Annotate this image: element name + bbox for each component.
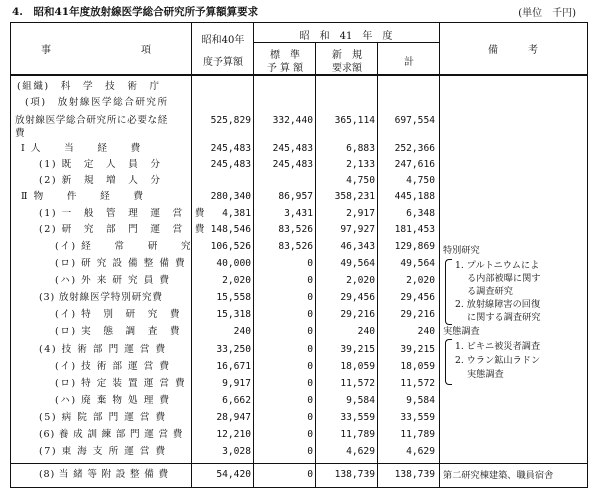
row-label: (イ) 技 術 部 運 営 費 xyxy=(55,361,171,372)
table-row xyxy=(11,222,587,238)
cell-total: 29,216 xyxy=(400,309,435,320)
cell-standard: 0 xyxy=(307,326,313,337)
cell-standard: 0 xyxy=(307,378,313,389)
remarks-tokubetsu-2b: に関する調査研究 xyxy=(467,312,541,323)
cell-new: 138,739 xyxy=(334,469,375,480)
remarks-last-row: 第二研究棟建築、職員宿舎 xyxy=(443,470,554,481)
table-row xyxy=(11,173,587,189)
cell-standard: 0 xyxy=(307,344,313,355)
cell-standard: 0 xyxy=(307,309,313,320)
header-prev-year-line2: 度予算額 xyxy=(203,57,243,68)
cell-new: 9,584 xyxy=(346,395,375,406)
cell-standard: 0 xyxy=(307,412,313,423)
cell-prev-year: 2,020 xyxy=(222,275,251,286)
header-prev-year-line1: 昭和40年 xyxy=(201,35,245,46)
cell-new: 49,564 xyxy=(340,258,375,269)
cell-new: 6,883 xyxy=(346,143,375,154)
cell-total: 4,629 xyxy=(406,446,435,457)
row-label: 費 xyxy=(15,128,27,139)
cell-new: 11,789 xyxy=(340,429,375,440)
cell-prev-year: 106,526 xyxy=(210,241,251,252)
cell-new: 97,927 xyxy=(340,224,375,235)
cell-new: 358,231 xyxy=(334,191,375,202)
cell-standard: 0 xyxy=(307,429,313,440)
table-row xyxy=(11,444,587,460)
table-row xyxy=(11,141,587,157)
cell-prev-year: 9,917 xyxy=(222,378,251,389)
table-row xyxy=(11,239,587,255)
cell-total: 11,789 xyxy=(400,429,435,440)
cell-new: 2,917 xyxy=(346,208,375,219)
cell-prev-year: 28,947 xyxy=(216,412,251,423)
cell-new: 29,216 xyxy=(340,309,375,320)
table-row xyxy=(11,393,587,409)
cell-new: 11,572 xyxy=(340,378,375,389)
row-label: 放射線医学総合研究所に必要な経 xyxy=(15,115,168,126)
cell-total: 247,616 xyxy=(394,159,435,170)
cell-new: 4,750 xyxy=(346,175,375,186)
row-label: (2) 研 究 部 門 運 営 費 xyxy=(39,224,206,235)
cell-total: 2,020 xyxy=(406,275,435,286)
table-row xyxy=(11,95,587,111)
cell-new: 365,114 xyxy=(334,115,375,126)
remarks-tokubetsu-1c: る調査研究 xyxy=(467,286,513,297)
cell-new: 39,215 xyxy=(340,344,375,355)
cell-prev-year: 148,546 xyxy=(210,224,251,235)
row-label: (2) 新 規 増 人 分 xyxy=(39,175,162,186)
header-item-left: 事 xyxy=(41,45,51,56)
cell-standard: 0 xyxy=(307,275,313,286)
header-new-line2: 要求額 xyxy=(332,63,362,74)
document-title: 4. 昭和41年度放射線医学総合研究所予算額算要求 xyxy=(12,6,259,18)
header-standard-line1: 標 準 xyxy=(270,50,300,61)
unit-label: (単位 千円) xyxy=(518,8,576,19)
cell-new: 2,020 xyxy=(346,275,375,286)
row-label: (ハ) 廃 棄 物 処 理 費 xyxy=(55,395,171,406)
cell-total: 4,750 xyxy=(406,175,435,186)
remarks-tokubetsu-1a: 1. プルトニウムによ xyxy=(455,260,540,271)
cell-standard: 83,526 xyxy=(278,241,313,252)
cell-prev-year: 12,210 xyxy=(216,429,251,440)
header-rule xyxy=(253,42,439,43)
cell-new: 4,629 xyxy=(346,446,375,457)
row-label: (7) 東 海 支 所 運 営 費 xyxy=(39,446,167,457)
cell-prev-year: 54,420 xyxy=(216,469,251,480)
header-showa41: 昭 和 41 年 度 xyxy=(299,31,393,42)
cell-new: 240 xyxy=(357,326,375,337)
header-bottom-rule xyxy=(11,74,587,76)
cell-standard: 86,957 xyxy=(278,191,313,202)
cell-prev-year: 245,483 xyxy=(210,143,251,154)
row-label: (組織) 科 学 技 術 庁 xyxy=(17,81,161,92)
header-new-line1: 新 規 xyxy=(332,50,362,61)
cell-standard: 0 xyxy=(307,469,313,480)
cell-total: 697,554 xyxy=(394,115,435,126)
remarks-jittai-2a: 2. ウラン鉱山ラドン xyxy=(455,355,541,366)
table-row xyxy=(11,206,587,222)
remarks-tokubetsu-title: 特別研究 xyxy=(443,245,480,256)
cell-standard: 0 xyxy=(307,446,313,457)
cell-standard: 83,526 xyxy=(278,224,313,235)
remarks-jittai-1: 1. ビキニ被災者調査 xyxy=(455,341,541,352)
cell-standard: 245,483 xyxy=(272,159,313,170)
row-label: (6) 養 成 訓 練 部 門 運 営 費 xyxy=(39,429,184,440)
remarks-tokubetsu-2a: 2. 放射線障害の回復 xyxy=(455,299,541,310)
row-label: Ⅱ 物 件 経 費 xyxy=(21,191,145,202)
header-item-right: 項 xyxy=(141,45,151,56)
cell-standard: 0 xyxy=(307,395,313,406)
row-label: (4) 技 術 部 門 運 営 費 xyxy=(39,344,167,355)
cell-prev-year: 40,000 xyxy=(216,258,251,269)
cell-total: 240 xyxy=(417,326,435,337)
cell-total: 11,572 xyxy=(400,378,435,389)
header-remarks: 備 考 xyxy=(488,45,538,56)
table-row xyxy=(11,427,587,443)
header-total: 計 xyxy=(404,57,414,68)
row-label: (イ) 特 別 研 究 費 xyxy=(55,309,181,320)
remarks-brace xyxy=(445,339,452,385)
cell-prev-year: 3,028 xyxy=(222,446,251,457)
row-label: (ロ) 研 究 設 備 整 備 費 xyxy=(55,258,187,269)
cell-total: 39,215 xyxy=(400,344,435,355)
remarks-tokubetsu-1b: る内部被曝に関す xyxy=(467,273,541,284)
cell-standard: 3,431 xyxy=(284,208,313,219)
table-row xyxy=(11,189,587,205)
row-label: (ロ) 実 態 調 査 費 xyxy=(55,326,181,337)
cell-new: 46,343 xyxy=(340,241,375,252)
cell-new: 18,059 xyxy=(340,361,375,372)
table-row xyxy=(11,157,587,173)
row-label: (項) 放射線医学総合研究所 xyxy=(25,97,169,108)
cell-total: 6,348 xyxy=(406,208,435,219)
cell-total: 181,453 xyxy=(394,224,435,235)
cell-total: 49,564 xyxy=(400,258,435,269)
row-label: (ハ) 外 来 研 究 員 費 xyxy=(55,275,171,286)
row-rule xyxy=(11,463,587,464)
cell-prev-year: 280,340 xyxy=(210,191,251,202)
remarks-jittai-2b: 実態調査 xyxy=(467,369,504,380)
cell-standard: 0 xyxy=(307,292,313,303)
cell-prev-year: 4,381 xyxy=(222,208,251,219)
table-row xyxy=(11,324,587,340)
cell-total: 129,869 xyxy=(394,241,435,252)
cell-total: 29,456 xyxy=(400,292,435,303)
row-label: Ⅰ 人 当 経 費 xyxy=(21,143,142,154)
cell-prev-year: 525,829 xyxy=(210,115,251,126)
budget-table xyxy=(10,22,588,488)
cell-total: 445,188 xyxy=(394,191,435,202)
cell-total: 252,366 xyxy=(394,143,435,154)
row-label: (1) 一 般 管 理 運 営 費 xyxy=(39,208,206,219)
row-label: (8) 当 緒 等 附 設 整 備 費 xyxy=(39,469,169,480)
remarks-brace xyxy=(445,259,452,325)
cell-new: 29,456 xyxy=(340,292,375,303)
cell-total: 138,739 xyxy=(394,469,435,480)
row-label: (イ) 経 常 研 究 xyxy=(55,241,193,252)
cell-total: 9,584 xyxy=(406,395,435,406)
remarks-jittai-title: 実態調査 xyxy=(443,326,480,337)
cell-standard: 0 xyxy=(307,258,313,269)
row-label: (1) 既 定 人 員 分 xyxy=(39,159,162,170)
cell-prev-year: 245,483 xyxy=(210,159,251,170)
cell-prev-year: 33,250 xyxy=(216,344,251,355)
cell-prev-year: 15,318 xyxy=(216,309,251,320)
table-row xyxy=(11,126,587,142)
cell-total: 18,059 xyxy=(400,361,435,372)
table-row xyxy=(11,410,587,426)
cell-prev-year: 240 xyxy=(233,326,251,337)
row-label: (ロ) 特 定 装 置 運 営 費 xyxy=(55,378,187,389)
header-standard-line2: 予 算 額 xyxy=(266,63,304,74)
cell-standard: 332,440 xyxy=(272,115,313,126)
cell-prev-year: 6,662 xyxy=(222,395,251,406)
cell-prev-year: 15,558 xyxy=(216,292,251,303)
row-label: (3) 放射線医学特別研究費 xyxy=(39,292,163,303)
cell-standard: 245,483 xyxy=(272,143,313,154)
cell-prev-year: 16,671 xyxy=(216,361,251,372)
cell-new: 2,133 xyxy=(346,159,375,170)
table-row xyxy=(11,79,587,95)
cell-standard: 0 xyxy=(307,361,313,372)
cell-new: 33,559 xyxy=(340,412,375,423)
row-label: (5) 病 院 部 門 運 営 費 xyxy=(39,412,167,423)
cell-total: 33,559 xyxy=(400,412,435,423)
